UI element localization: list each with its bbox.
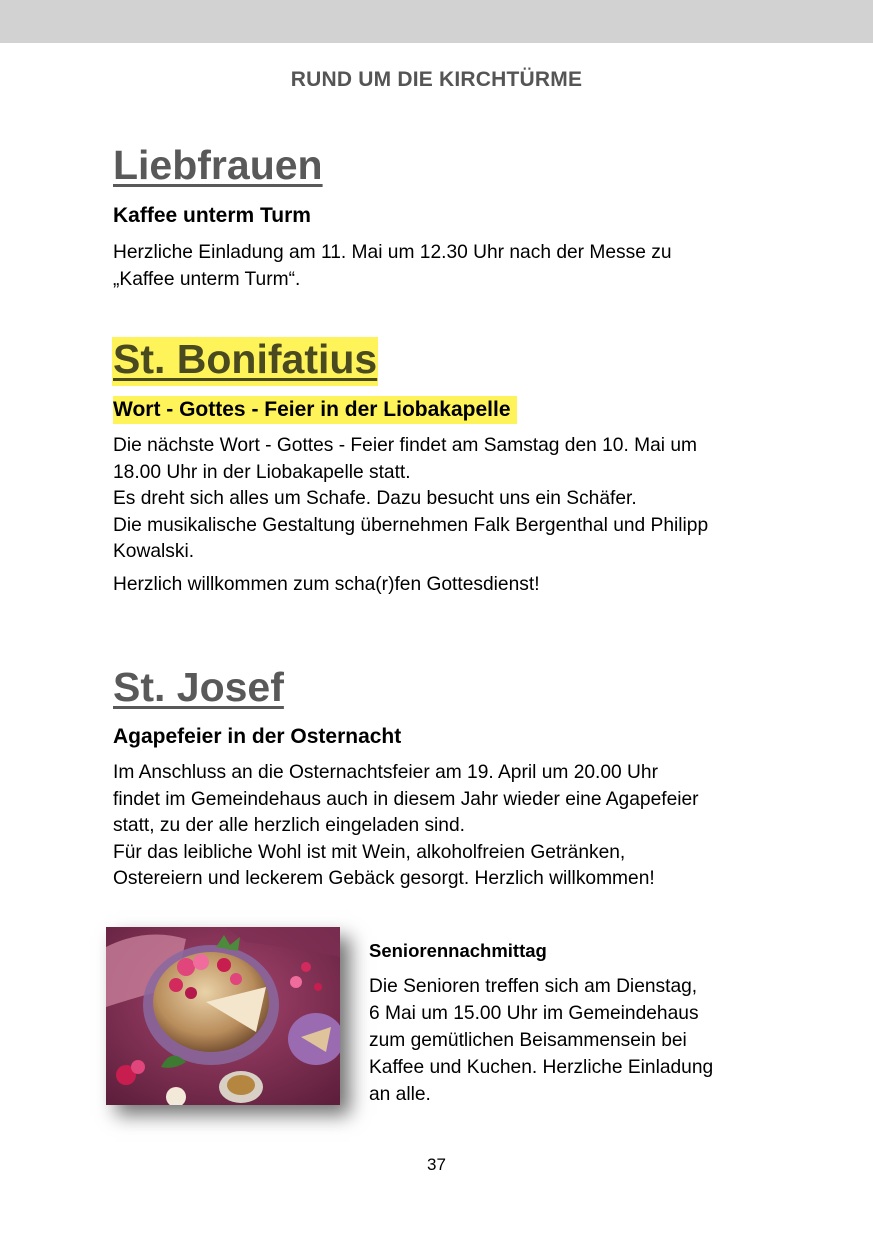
page-number: 37 [427,1155,446,1174]
section-title-liebfrauen: Liebfrauen [113,142,323,188]
text-line: 6 Mai um 15.00 Uhr im Gemeindehaus [369,1003,699,1024]
text-line: Die musikalische Gestaltung übernehmen Falk Bergenthal und Philipp [113,514,709,536]
text-line: Ostereiern und leckerem Gebäck gesorgt. Herzlich willkommen! [113,868,655,889]
paragraph-senioren [369,973,713,1108]
subtitle-seniorennachmittag: Seniorennachmittag [369,940,547,961]
text-line: zum gemütlichen Beisammensein bei [369,1030,687,1051]
text-line: „Kaffee unterm Turm“. [113,268,301,290]
text-line: Es dreht sich alles um Schafe. Dazu besucht uns ein Schäfer. [113,488,637,509]
running-header: RUND UM DIE KIRCHTÜRME [290,68,583,91]
text-line: Kowalski. [113,541,195,562]
text-line: an alle. [369,1084,431,1105]
text-line: Kaffee und Kuchen. Herzliche Einladung [369,1057,714,1078]
text-line: findet im Gemeindehaus auch in diesem Jahr wieder eine Agapefeier [113,788,699,810]
text-line: Die Senioren treffen sich am Dienstag, [369,976,698,997]
text-line: Herzliche Einladung am 11. Mai um 12.30 Uhr nach der Messe zu [113,242,672,263]
paragraph-josef [113,760,793,893]
closing-bonifatius: Herzlich willkommen zum scha(r)fen Gottesdienst! [113,574,540,595]
text-line: statt, zu der alle herzlich eingeladen sind. [113,815,465,836]
text-line: Im Anschluss an die Osternachtsfeier am 19. April um 20.00 Uhr [113,762,658,783]
paragraph-liebfrauen [113,240,793,293]
subtitle-agapefeier: Agapefeier in der Osternacht [113,725,402,748]
subtitle-kaffee: Kaffee unterm Turm [113,204,311,227]
top-bar [0,0,873,43]
section-title-josef: St. Josef [113,664,284,710]
text-line: Für das leibliche Wohl ist mit Wein, alkoholfreien Getränken, [113,841,626,863]
cake-photo [106,927,340,1105]
subtitle-wort-gottes-feier: Wort - Gottes - Feier in der Liobakapelle [113,396,517,424]
section-title-bonifatius: St. Bonifatius [112,337,378,386]
text-line: 18.00 Uhr in der Liobakapelle statt. [113,461,411,483]
paragraph-bonifatius [113,433,793,566]
text-line: Die nächste Wort - Gottes - Feier findet am Samstag den 10. Mai um [113,435,698,456]
